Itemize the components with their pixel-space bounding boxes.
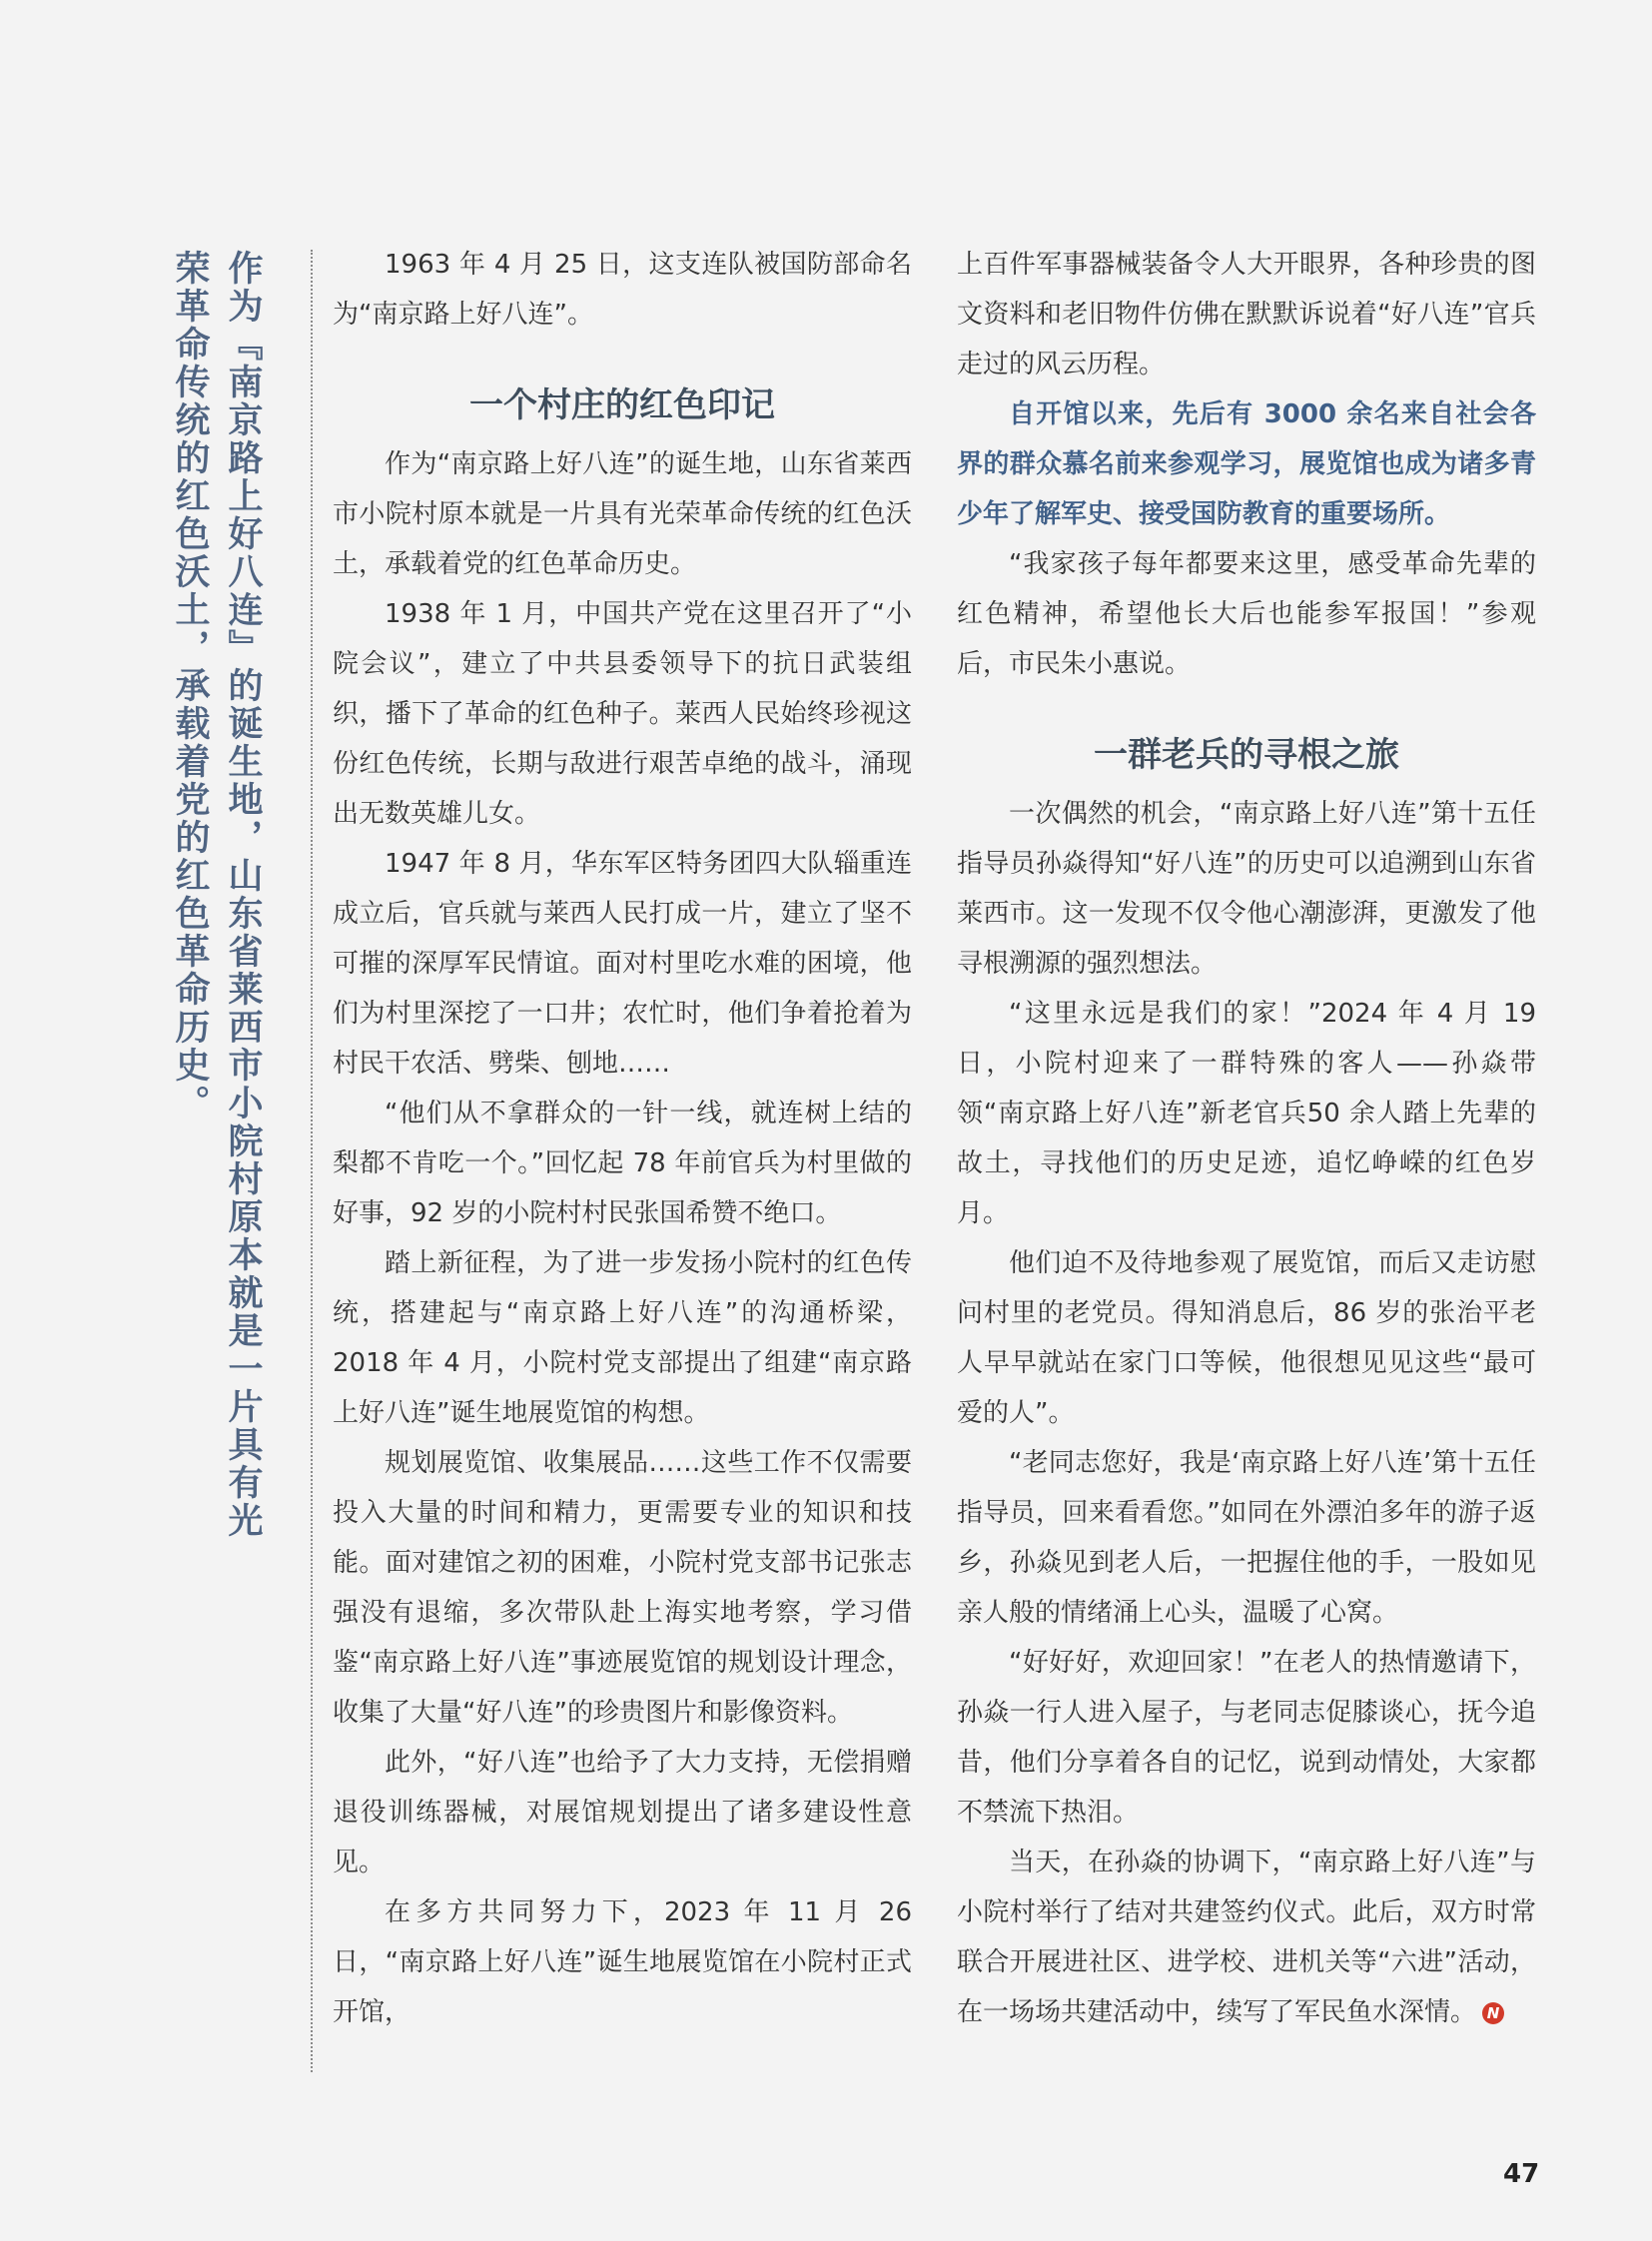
highlight-paragraph: 自开馆以来，先后有 3000 余名来自社会各界的群众慕名前来参观学习，展览馆也成为诸多青少年了解军史、接受国防教育的重要场所。 bbox=[957, 399, 1536, 529]
paragraph: 1947 年 8 月，华东军区特务团四大队辎重连成立后，官兵就与莱西人民打成一片，建立了坚不可摧的深厚军民情谊。面对村里吃水难的困境，他们为村里深挖了一口井；农忙时，他们争着抢着为村民干农活、劈柴、刨地…… bbox=[333, 849, 912, 1079]
paragraph: 一次偶然的机会，“南京路上好八连”第十五任指导员孙焱得知“好八连”的历史可以追溯到山东省莱西市。这一发现不仅令他心潮澎湃，更激发了他寻根溯源的强烈想法。 bbox=[957, 799, 1536, 979]
paragraph: “好好好，欢迎回家！”在老人的热情邀请下，孙焱一行人进入屋子，与老同志促膝谈心，抚今追昔，他们分享着各自的记忆，说到动情处，大家都不禁流下热泪。 bbox=[957, 1648, 1536, 1828]
section-heading-village: 一个村庄的红色印记 bbox=[469, 385, 775, 425]
paragraph: 他们迫不及待地参观了展览馆，而后又走访慰问村里的老党员。得知消息后，86 岁的张治平老人早早就站在家门口等候，他很想见见这些“最可爱的人”。 bbox=[957, 1248, 1536, 1428]
paragraph: “这里永远是我们的家！”2024 年 4 月 19 日，小院村迎来了一群特殊的客人——孙焱带领“南京路上好八连”新老官兵50 余人踏上先辈的故土，寻找他们的历史足迹，追忆峥嵘的红色岁月。 bbox=[957, 999, 1536, 1228]
page-number: 47 bbox=[1503, 2159, 1540, 2189]
paragraph-continued: 上百件军事器械装备令人大开眼界，各种珍贵的图文资料和老旧物件仿佛在默默诉说着“好八连”官兵走过的风云历程。 bbox=[957, 250, 1536, 379]
paragraph: 规划展览馆、收集展品……这些工作不仅需要投入大量的时间和精力，更需要专业的知识和技能。面对建馆之初的困难，小院村党支部书记张志强没有退缩，多次带队赴上海实地考察，学习借鉴“南京路上好八连”事迹展览馆的规划设计理念，收集了大量“好八连”的珍贵图片和影像资料。 bbox=[333, 1448, 912, 1728]
paragraph-final bbox=[957, 1838, 1536, 2037]
paragraph: 在多方共同努力下，2023 年 11 月 26 日，“南京路上好八连”诞生地展览馆在小院村正式开馆， bbox=[333, 1897, 912, 2027]
article-column-right bbox=[957, 240, 1536, 2037]
paragraph: 踏上新征程，为了进一步发扬小院村的红色传统，搭建起与“南京路上好八连”的沟通桥梁，2018 年 4 月，小院村党支部提出了组建“南京路上好八连”诞生地展览馆的构想。 bbox=[333, 1248, 912, 1428]
paragraph: “他们从不拿群众的一针一线，就连树上结的梨都不肯吃一个。”回忆起 78 年前官兵为村里做的好事，92 岁的小院村村民张国希赞不绝口。 bbox=[333, 1099, 912, 1228]
paragraph-intro: 1963 年 4 月 25 日，这支连队被国防部命名为“南京路上好八连”。 bbox=[333, 250, 912, 330]
paragraph: “老同志您好，我是‘南京路上好八连’第十五任指导员，回来看看您。”如同在外漂泊多年的游子返乡，孙焱见到老人后，一把握住他的手，一股如见亲人般的情绪涌上心头，温暖了心窝。 bbox=[957, 1448, 1536, 1628]
pull-quote: 作为『南京路上好八连』的诞生地，山东省莱西市小院村原本就是一片具有光荣革命传统的红色沃土，承载着党的红色革命历史。 bbox=[170, 250, 264, 1540]
paragraph: “我家孩子每年都要来这里，感受革命先辈的红色精神，希望他长大后也能参军报国！”参观后，市民朱小惠说。 bbox=[957, 549, 1536, 679]
column-divider bbox=[311, 250, 313, 2072]
paragraph: 1938 年 1 月，中国共产党在这里召开了“小院会议”，建立了中共县委领导下的抗日武装组织，播下了革命的红色种子。莱西人民始终珍视这份红色传统，长期与敌进行艰苦卓绝的战斗，涌现出无数英雄儿女。 bbox=[333, 599, 912, 829]
end-mark-icon: N bbox=[1482, 2002, 1504, 2024]
paragraph: 作为“南京路上好八连”的诞生地，山东省莱西市小院村原本就是一片具有光荣革命传统的红色沃土，承载着党的红色革命历史。 bbox=[333, 449, 912, 579]
section-heading-veterans: 一群老兵的寻根之旅 bbox=[1094, 735, 1399, 775]
article-column-left bbox=[333, 240, 912, 2037]
final-paragraph-text: 当天，在孙焱的协调下，“南京路上好八连”与小院村举行了结对共建签约仪式。此后，双方时常联合开展进社区、进学校、进机关等“六进”活动，在一场场共建活动中，续写了军民鱼水深情。 bbox=[957, 1848, 1536, 2027]
paragraph: 此外，“好八连”也给予了大力支持，无偿捐赠退役训练器械，对展馆规划提出了诸多建设性意见。 bbox=[333, 1748, 912, 1877]
